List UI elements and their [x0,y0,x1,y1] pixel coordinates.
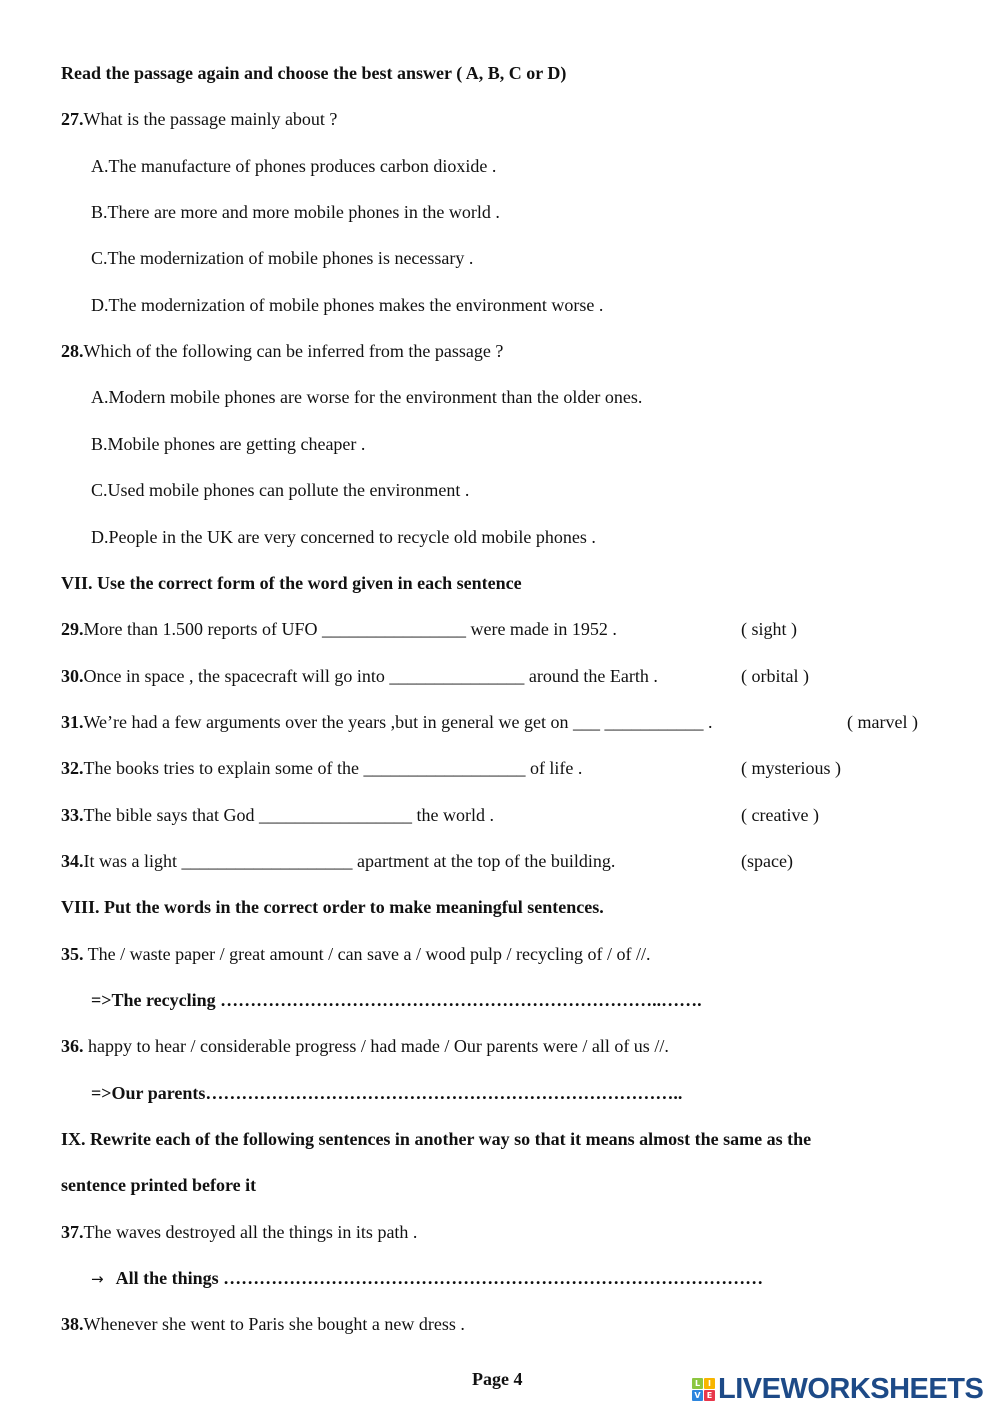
text-line [61,62,566,84]
body-text: Which of the following can be inferred from the passage ? [83,341,504,362]
body-text: More than 1.500 reports of UFO ________________ were made in 1952 . [83,619,617,640]
body-text: C.Used mobile phones can pollute the environment . [91,480,470,501]
text-line [61,618,617,640]
text-line [91,294,603,316]
text-line [91,433,365,455]
bold-text: =>The recycling ………………………………………………………………..……. [91,990,702,1010]
text-line [61,108,337,130]
text-line [61,1221,417,1243]
body-text: D.People in the UK are very concerned to recycle old mobile phones . [91,526,596,547]
body-text: The bible says that God _________________ the world . [83,804,494,825]
word-hint: ( orbital ) [741,665,809,686]
text-line [61,1035,669,1057]
liveworksheets-logo [692,1374,983,1404]
text-line [91,247,473,269]
body-text: Whenever she went to Paris she bought a new dress . [83,1314,465,1335]
bold-text: All the things ……………………………………………………………………………… [115,1268,764,1289]
logo-tile: L [692,1378,703,1389]
body-text: Once in space , the spacecraft will go into _______________ around the Earth . [83,665,658,686]
text-line [61,1128,811,1150]
body-text: C.The modernization of mobile phones is necessary . [91,248,474,269]
body-text: The waves destroyed all the things in its path . [83,1221,418,1242]
bold-text: 37. [61,1221,84,1242]
text-line [91,1267,763,1290]
body-text: A.The manufacture of phones produces carbon dioxide . [91,155,497,176]
bold-text: =>Our parents…………………………………………………………………….. [91,1082,683,1103]
word-hint: ( creative ) [741,804,819,825]
text-line [91,386,642,408]
body-text: What is the passage mainly about ? [83,109,338,130]
word-hint: ( mysterious ) [741,758,841,779]
logo-tile: E [704,1390,715,1401]
bold-text: 34. [61,850,84,871]
logo-tiles-icon [692,1378,715,1401]
text-line [61,943,651,965]
bold-text: 28. [61,341,84,362]
body-text: B.There are more and more mobile phones in the world . [91,202,500,223]
body-text: The / waste paper / great amount / can save a / wood pulp / recycling of / of //. [83,943,651,964]
body-text: The books tries to explain some of the __________________ of life . [83,758,583,779]
text-line [91,155,496,177]
text-line [61,665,658,687]
text-line [61,572,522,594]
page-number: Page 4 [472,1369,523,1389]
text-line [61,1174,256,1196]
text-line [91,1082,682,1104]
body-text: A.Modern mobile phones are worse for the environment than the older ones. [91,387,643,408]
bold-text: 36. [61,1036,84,1057]
bold-text: 32. [61,758,84,779]
bold-text: VIII. Put the words in the correct order to make meaningful sentences. [61,897,604,918]
text-line [61,757,582,779]
bold-text: VII. Use the correct form of the word given in each sentence [61,572,522,593]
text-line [61,1313,465,1335]
text-line [61,896,604,918]
body-text: D.The modernization of mobile phones makes the environment worse . [91,294,604,315]
text-line [91,201,500,223]
body-text: happy to hear / considerable progress / had made / Our parents were / all of us //. [83,1036,669,1057]
bold-text: 35. [61,943,84,964]
bold-text: 29. [61,619,84,640]
body-text: We’re had a few arguments over the years ,but in general we get on ___ ___________ . [83,711,713,732]
bold-text: 31. [61,711,84,732]
bold-text: IX. Rewrite each of the following sentences in another way so that it means almost the same as the [61,1129,812,1150]
text-line [61,711,713,733]
body-text: It was a light ___________________ apartment at the top of the building. [83,850,616,871]
text-line [61,850,615,872]
body-text: B.Mobile phones are getting cheaper . [91,433,366,454]
text-line [91,479,469,501]
word-hint: ( sight ) [741,619,797,640]
text-line [91,989,702,1011]
text-line [91,526,596,548]
bold-text: Read the passage again and choose the best answer ( A, B, C or D) [61,63,567,83]
bold-text: 33. [61,804,84,825]
logo-tile: V [692,1390,703,1401]
bold-text: 30. [61,665,84,686]
text-line [61,340,503,362]
bold-text: 38. [61,1314,84,1335]
word-hint: (space) [741,850,793,871]
logo-tile: I [704,1378,715,1389]
bold-text: 27. [61,109,84,130]
bold-text: sentence printed before it [61,1175,257,1196]
text-line [61,804,494,826]
logo-text: LIVEWORKSHEETS [718,1373,984,1405]
word-hint: ( marvel ) [847,711,918,732]
arrow-icon: → [91,1270,104,1289]
